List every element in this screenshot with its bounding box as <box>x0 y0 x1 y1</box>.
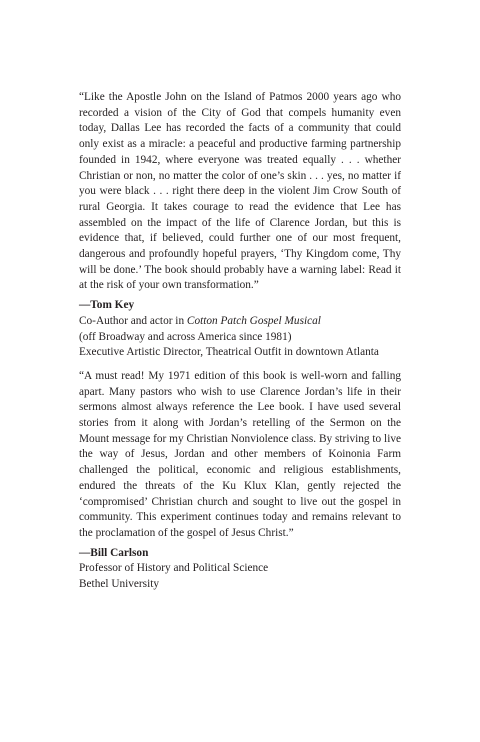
testimonial-author <box>79 546 401 562</box>
author-credit-line <box>79 314 401 330</box>
author-name: —Tom Key <box>79 299 135 312</box>
author-credit-line: Executive Artistic Director, Theatrical Outfit in downtown Atlanta <box>79 346 379 359</box>
testimonial-quote: “Like the Apostle John on the Island of Patmos 2000 years ago who recorded a vision of the City of God that compels humanity even today, Dallas Lee has recorded the facts of a community that could only exist as a miracle: a peaceful and productive farming partnership founded in 1942, where everyone was treated equally . . . whether Christian or non, no matter the color of one’s skin . . . yes, no matter if you were black . . . right there deep in the violent Jim Crow South of rural Georgia. It takes courage to read the evidence that Lee has assembled on the impact of the life of Clarence Jordan, but this is evidence that, if believed, could further one of our most frequent, dangerous and profoundly hopeful prayers, ‘Thy Kingdom come, Thy will be done.’ The book should probably have a warning label: Read it at the risk of your own transformation.” <box>79 91 401 292</box>
testimonial-quote: “A must read! My 1971 edition of this book is well-worn and falling apart. Many pastors who wish to use Clarence Jordan’s life in their sermons almost always reference the Lee book. I have used several stories from it along with Jordan’s retelling of the Sermon on the Mount message for my Christian Nonviolence class. By striving to live the way of Jesus, Jordan and other members of Koinonia Farm challenged the political, economic and religious establishments, endured the threats of the Ku Klux Klan, gently rejected the ‘compromised’ Christian church and sought to live out the gospel in community. This experiment continues today and remains relevant to the proclamation of the gospel of Jesus Christ.” <box>79 369 401 539</box>
credit-prefix: Co-Author and actor in <box>79 314 187 327</box>
page-content <box>79 90 401 593</box>
author-credit-line: Professor of History and Political Science <box>79 562 269 575</box>
author-credit-line: (off Broadway and across America since 1981) <box>79 330 292 343</box>
author-name: —Bill Carlson <box>79 546 149 559</box>
testimonial-bill-carlson <box>79 369 401 593</box>
testimonial-tom-key <box>79 90 401 361</box>
testimonial-author <box>79 298 401 314</box>
work-title: Cotton Patch Gospel Musical <box>186 314 321 327</box>
author-credit-line: Bethel University <box>79 578 160 591</box>
